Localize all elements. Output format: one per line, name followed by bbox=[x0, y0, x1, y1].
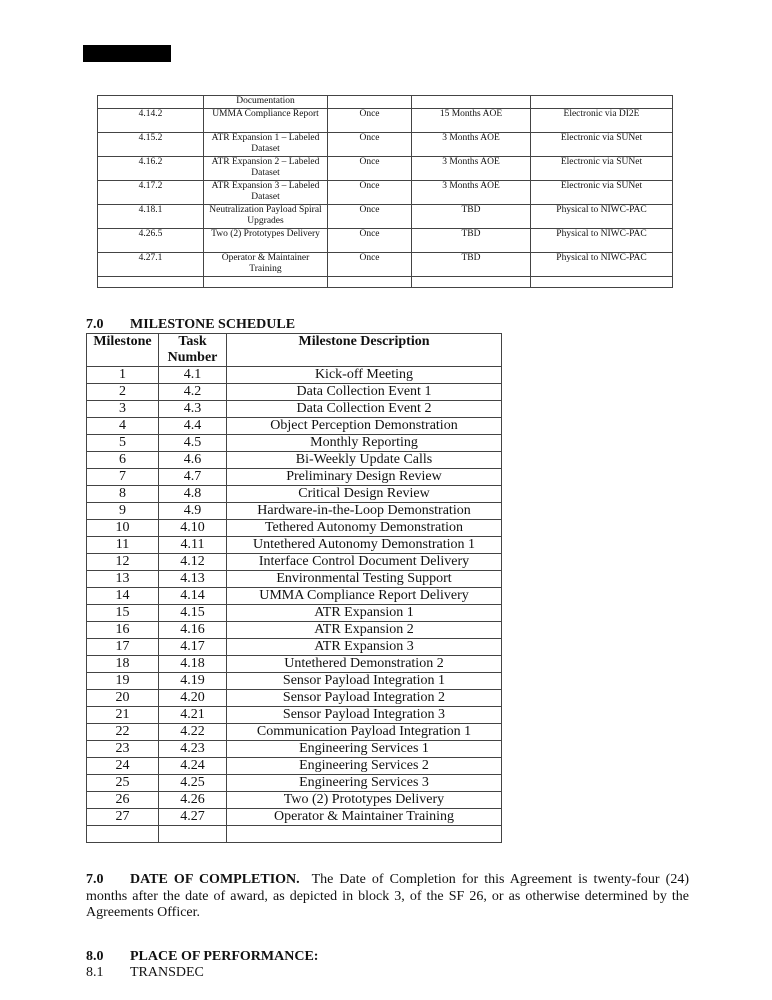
milestone-description: UMMA Compliance Report Delivery bbox=[227, 588, 502, 605]
section-title: PLACE OF PERFORMANCE: bbox=[130, 949, 319, 964]
milestone-number: 8 bbox=[87, 486, 159, 503]
milestone-description: Object Perception Demonstration bbox=[227, 418, 502, 435]
table-row bbox=[87, 809, 502, 826]
table-cell bbox=[87, 826, 159, 843]
task-number: 4.21 bbox=[159, 707, 227, 724]
table-cell-due: 3 Months AOE bbox=[412, 132, 531, 156]
milestone-number: 25 bbox=[87, 775, 159, 792]
milestone-description: Communication Payload Integration 1 bbox=[227, 724, 502, 741]
deliverables-table bbox=[97, 95, 673, 288]
table-cell-method: Physical to NIWC-PAC bbox=[531, 204, 673, 228]
task-number: 4.7 bbox=[159, 469, 227, 486]
table-cell bbox=[159, 826, 227, 843]
column-header-milestone: Milestone bbox=[87, 334, 159, 367]
table-cell-task: 4.16.2 bbox=[98, 156, 204, 180]
milestone-description: ATR Expansion 3 bbox=[227, 639, 502, 656]
milestone-description: Hardware-in-the-Loop Demonstration bbox=[227, 503, 502, 520]
table-row bbox=[98, 228, 673, 252]
milestone-number: 10 bbox=[87, 520, 159, 537]
milestone-number: 6 bbox=[87, 452, 159, 469]
milestone-description: Untethered Autonomy Demonstration 1 bbox=[227, 537, 502, 554]
table-cell-freq: Once bbox=[328, 132, 412, 156]
table-cell-method: Electronic via DI2E bbox=[531, 108, 673, 132]
milestone-description: Two (2) Prototypes Delivery bbox=[227, 792, 502, 809]
milestone-description: Operator & Maintainer Training bbox=[227, 809, 502, 826]
table-row bbox=[87, 775, 502, 792]
task-number: 4.5 bbox=[159, 435, 227, 452]
table-cell-freq: Once bbox=[328, 252, 412, 276]
table-row bbox=[98, 180, 673, 204]
table-row bbox=[98, 96, 673, 109]
table-cell bbox=[328, 276, 412, 287]
table-row bbox=[98, 108, 673, 132]
table-cell bbox=[412, 96, 531, 109]
milestone-description: Monthly Reporting bbox=[227, 435, 502, 452]
table-row bbox=[87, 520, 502, 537]
milestone-number: 1 bbox=[87, 367, 159, 384]
table-cell-item: Neutralization Payload Spiral Upgrades bbox=[204, 204, 328, 228]
table-row bbox=[87, 639, 502, 656]
milestone-description: Critical Design Review bbox=[227, 486, 502, 503]
milestone-number: 21 bbox=[87, 707, 159, 724]
table-row bbox=[98, 204, 673, 228]
redaction-bar bbox=[83, 45, 171, 62]
section-title: MILESTONE SCHEDULE bbox=[130, 317, 296, 332]
table-row bbox=[87, 469, 502, 486]
milestone-number: 13 bbox=[87, 571, 159, 588]
table-cell bbox=[412, 276, 531, 287]
table-cell-item: ATR Expansion 1 – Labeled Dataset bbox=[204, 132, 328, 156]
table-cell-freq: Once bbox=[328, 228, 412, 252]
milestone-number: 12 bbox=[87, 554, 159, 571]
item-label: TRANSDEC bbox=[130, 965, 204, 980]
table-cell-item: Operator & Maintainer Training bbox=[204, 252, 328, 276]
task-number: 4.2 bbox=[159, 384, 227, 401]
table-row bbox=[87, 707, 502, 724]
table-row-empty bbox=[98, 276, 673, 287]
table-cell-method: Physical to NIWC-PAC bbox=[531, 252, 673, 276]
section-number: 7.0 bbox=[86, 872, 104, 887]
milestone-description: Bi-Weekly Update Calls bbox=[227, 452, 502, 469]
task-number: 4.19 bbox=[159, 673, 227, 690]
milestone-number: 2 bbox=[87, 384, 159, 401]
task-number: 4.25 bbox=[159, 775, 227, 792]
task-number: 4.12 bbox=[159, 554, 227, 571]
table-row bbox=[87, 622, 502, 639]
completion-text: The Date of Completion for this Agreement is twenty-four (24) months after the date of award, as depicted in block 3, of the SF 26, or as otherwise determined by the Agreements Officer. bbox=[86, 872, 689, 920]
milestone-number: 5 bbox=[87, 435, 159, 452]
table-cell-due: TBD bbox=[412, 252, 531, 276]
table-row bbox=[87, 554, 502, 571]
section-number: 7.0 bbox=[86, 317, 104, 332]
table-row bbox=[87, 367, 502, 384]
task-number: 4.23 bbox=[159, 741, 227, 758]
table-row bbox=[87, 588, 502, 605]
item-number: 8.1 bbox=[86, 965, 104, 980]
task-number: 4.22 bbox=[159, 724, 227, 741]
table-row bbox=[87, 537, 502, 554]
completion-paragraph bbox=[86, 872, 689, 922]
table-row bbox=[87, 418, 502, 435]
table-cell-due: 15 Months AOE bbox=[412, 108, 531, 132]
milestone-description: Sensor Payload Integration 2 bbox=[227, 690, 502, 707]
task-number: 4.11 bbox=[159, 537, 227, 554]
task-number: 4.10 bbox=[159, 520, 227, 537]
task-number: 4.24 bbox=[159, 758, 227, 775]
milestone-section-heading bbox=[86, 317, 295, 333]
milestone-description: Tethered Autonomy Demonstration bbox=[227, 520, 502, 537]
table-cell-task: 4.27.1 bbox=[98, 252, 204, 276]
milestone-description: ATR Expansion 1 bbox=[227, 605, 502, 622]
table-cell-method: Physical to NIWC-PAC bbox=[531, 228, 673, 252]
table-cell bbox=[328, 96, 412, 109]
milestone-number: 24 bbox=[87, 758, 159, 775]
table-cell-method: Electronic via SUNet bbox=[531, 156, 673, 180]
milestone-table bbox=[86, 333, 502, 843]
table-cell bbox=[98, 96, 204, 109]
milestone-number: 15 bbox=[87, 605, 159, 622]
table-row bbox=[87, 741, 502, 758]
column-header-task-number: Task Number bbox=[159, 334, 227, 367]
table-cell-item: UMMA Compliance Report bbox=[204, 108, 328, 132]
task-number: 4.26 bbox=[159, 792, 227, 809]
milestone-description: Engineering Services 3 bbox=[227, 775, 502, 792]
task-number: 4.8 bbox=[159, 486, 227, 503]
table-row-empty bbox=[87, 826, 502, 843]
milestone-number: 18 bbox=[87, 656, 159, 673]
table-cell bbox=[531, 276, 673, 287]
task-number: 4.6 bbox=[159, 452, 227, 469]
table-cell bbox=[227, 826, 502, 843]
table-row bbox=[87, 452, 502, 469]
table-cell-task: 4.15.2 bbox=[98, 132, 204, 156]
milestone-number: 11 bbox=[87, 537, 159, 554]
table-cell bbox=[98, 276, 204, 287]
table-cell-method: Electronic via SUNet bbox=[531, 180, 673, 204]
table-row bbox=[87, 401, 502, 418]
milestone-number: 9 bbox=[87, 503, 159, 520]
table-cell bbox=[204, 276, 328, 287]
milestone-number: 22 bbox=[87, 724, 159, 741]
performance-heading bbox=[86, 949, 318, 965]
table-cell-freq: Once bbox=[328, 180, 412, 204]
table-row bbox=[98, 156, 673, 180]
task-number: 4.18 bbox=[159, 656, 227, 673]
table-cell-item: ATR Expansion 3 – Labeled Dataset bbox=[204, 180, 328, 204]
milestone-description: Data Collection Event 1 bbox=[227, 384, 502, 401]
table-cell-due: TBD bbox=[412, 204, 531, 228]
table-row bbox=[87, 486, 502, 503]
milestone-number: 20 bbox=[87, 690, 159, 707]
task-number: 4.20 bbox=[159, 690, 227, 707]
task-number: 4.14 bbox=[159, 588, 227, 605]
milestone-description: Kick-off Meeting bbox=[227, 367, 502, 384]
table-row bbox=[87, 384, 502, 401]
table-cell-freq: Once bbox=[328, 204, 412, 228]
task-number: 4.16 bbox=[159, 622, 227, 639]
table-row bbox=[87, 435, 502, 452]
task-number: 4.15 bbox=[159, 605, 227, 622]
table-cell-method: Electronic via SUNet bbox=[531, 132, 673, 156]
milestone-description: Interface Control Document Delivery bbox=[227, 554, 502, 571]
task-number: 4.1 bbox=[159, 367, 227, 384]
milestone-number: 19 bbox=[87, 673, 159, 690]
table-cell-due: TBD bbox=[412, 228, 531, 252]
task-number: 4.13 bbox=[159, 571, 227, 588]
table-cell-task: 4.26.5 bbox=[98, 228, 204, 252]
table-cell-freq: Once bbox=[328, 108, 412, 132]
task-number: 4.3 bbox=[159, 401, 227, 418]
section-number: 8.0 bbox=[86, 949, 104, 964]
table-row bbox=[87, 656, 502, 673]
milestone-description: Sensor Payload Integration 3 bbox=[227, 707, 502, 724]
task-number: 4.4 bbox=[159, 418, 227, 435]
task-number: 4.17 bbox=[159, 639, 227, 656]
milestone-description: Engineering Services 2 bbox=[227, 758, 502, 775]
milestone-number: 16 bbox=[87, 622, 159, 639]
milestone-number: 26 bbox=[87, 792, 159, 809]
table-cell-item: Two (2) Prototypes Delivery bbox=[204, 228, 328, 252]
milestone-description: Environmental Testing Support bbox=[227, 571, 502, 588]
milestone-number: 17 bbox=[87, 639, 159, 656]
table-row bbox=[87, 724, 502, 741]
table-cell-item: ATR Expansion 2 – Labeled Dataset bbox=[204, 156, 328, 180]
table-row bbox=[87, 758, 502, 775]
table-cell-due: 3 Months AOE bbox=[412, 180, 531, 204]
milestone-description: ATR Expansion 2 bbox=[227, 622, 502, 639]
table-row bbox=[87, 792, 502, 809]
table-row bbox=[87, 571, 502, 588]
table-row bbox=[87, 673, 502, 690]
section-title: DATE OF COMPLETION. bbox=[130, 872, 300, 887]
table-cell-task: 4.14.2 bbox=[98, 108, 204, 132]
table-row bbox=[98, 252, 673, 276]
milestone-description: Sensor Payload Integration 1 bbox=[227, 673, 502, 690]
milestone-number: 7 bbox=[87, 469, 159, 486]
table-row bbox=[87, 605, 502, 622]
milestone-number: 14 bbox=[87, 588, 159, 605]
performance-item bbox=[86, 965, 204, 981]
table-row bbox=[87, 690, 502, 707]
task-number: 4.9 bbox=[159, 503, 227, 520]
column-header-description: Milestone Description bbox=[227, 334, 502, 367]
table-row bbox=[98, 132, 673, 156]
table-cell: Documentation bbox=[204, 96, 328, 109]
milestone-number: 23 bbox=[87, 741, 159, 758]
table-header-row bbox=[87, 334, 502, 367]
table-cell-task: 4.18.1 bbox=[98, 204, 204, 228]
milestone-number: 27 bbox=[87, 809, 159, 826]
milestone-number: 3 bbox=[87, 401, 159, 418]
table-cell-due: 3 Months AOE bbox=[412, 156, 531, 180]
table-row bbox=[87, 503, 502, 520]
milestone-description: Untethered Demonstration 2 bbox=[227, 656, 502, 673]
milestone-description: Preliminary Design Review bbox=[227, 469, 502, 486]
milestone-description: Data Collection Event 2 bbox=[227, 401, 502, 418]
table-cell-task: 4.17.2 bbox=[98, 180, 204, 204]
table-cell-freq: Once bbox=[328, 156, 412, 180]
task-number: 4.27 bbox=[159, 809, 227, 826]
milestone-number: 4 bbox=[87, 418, 159, 435]
table-cell bbox=[531, 96, 673, 109]
milestone-description: Engineering Services 1 bbox=[227, 741, 502, 758]
